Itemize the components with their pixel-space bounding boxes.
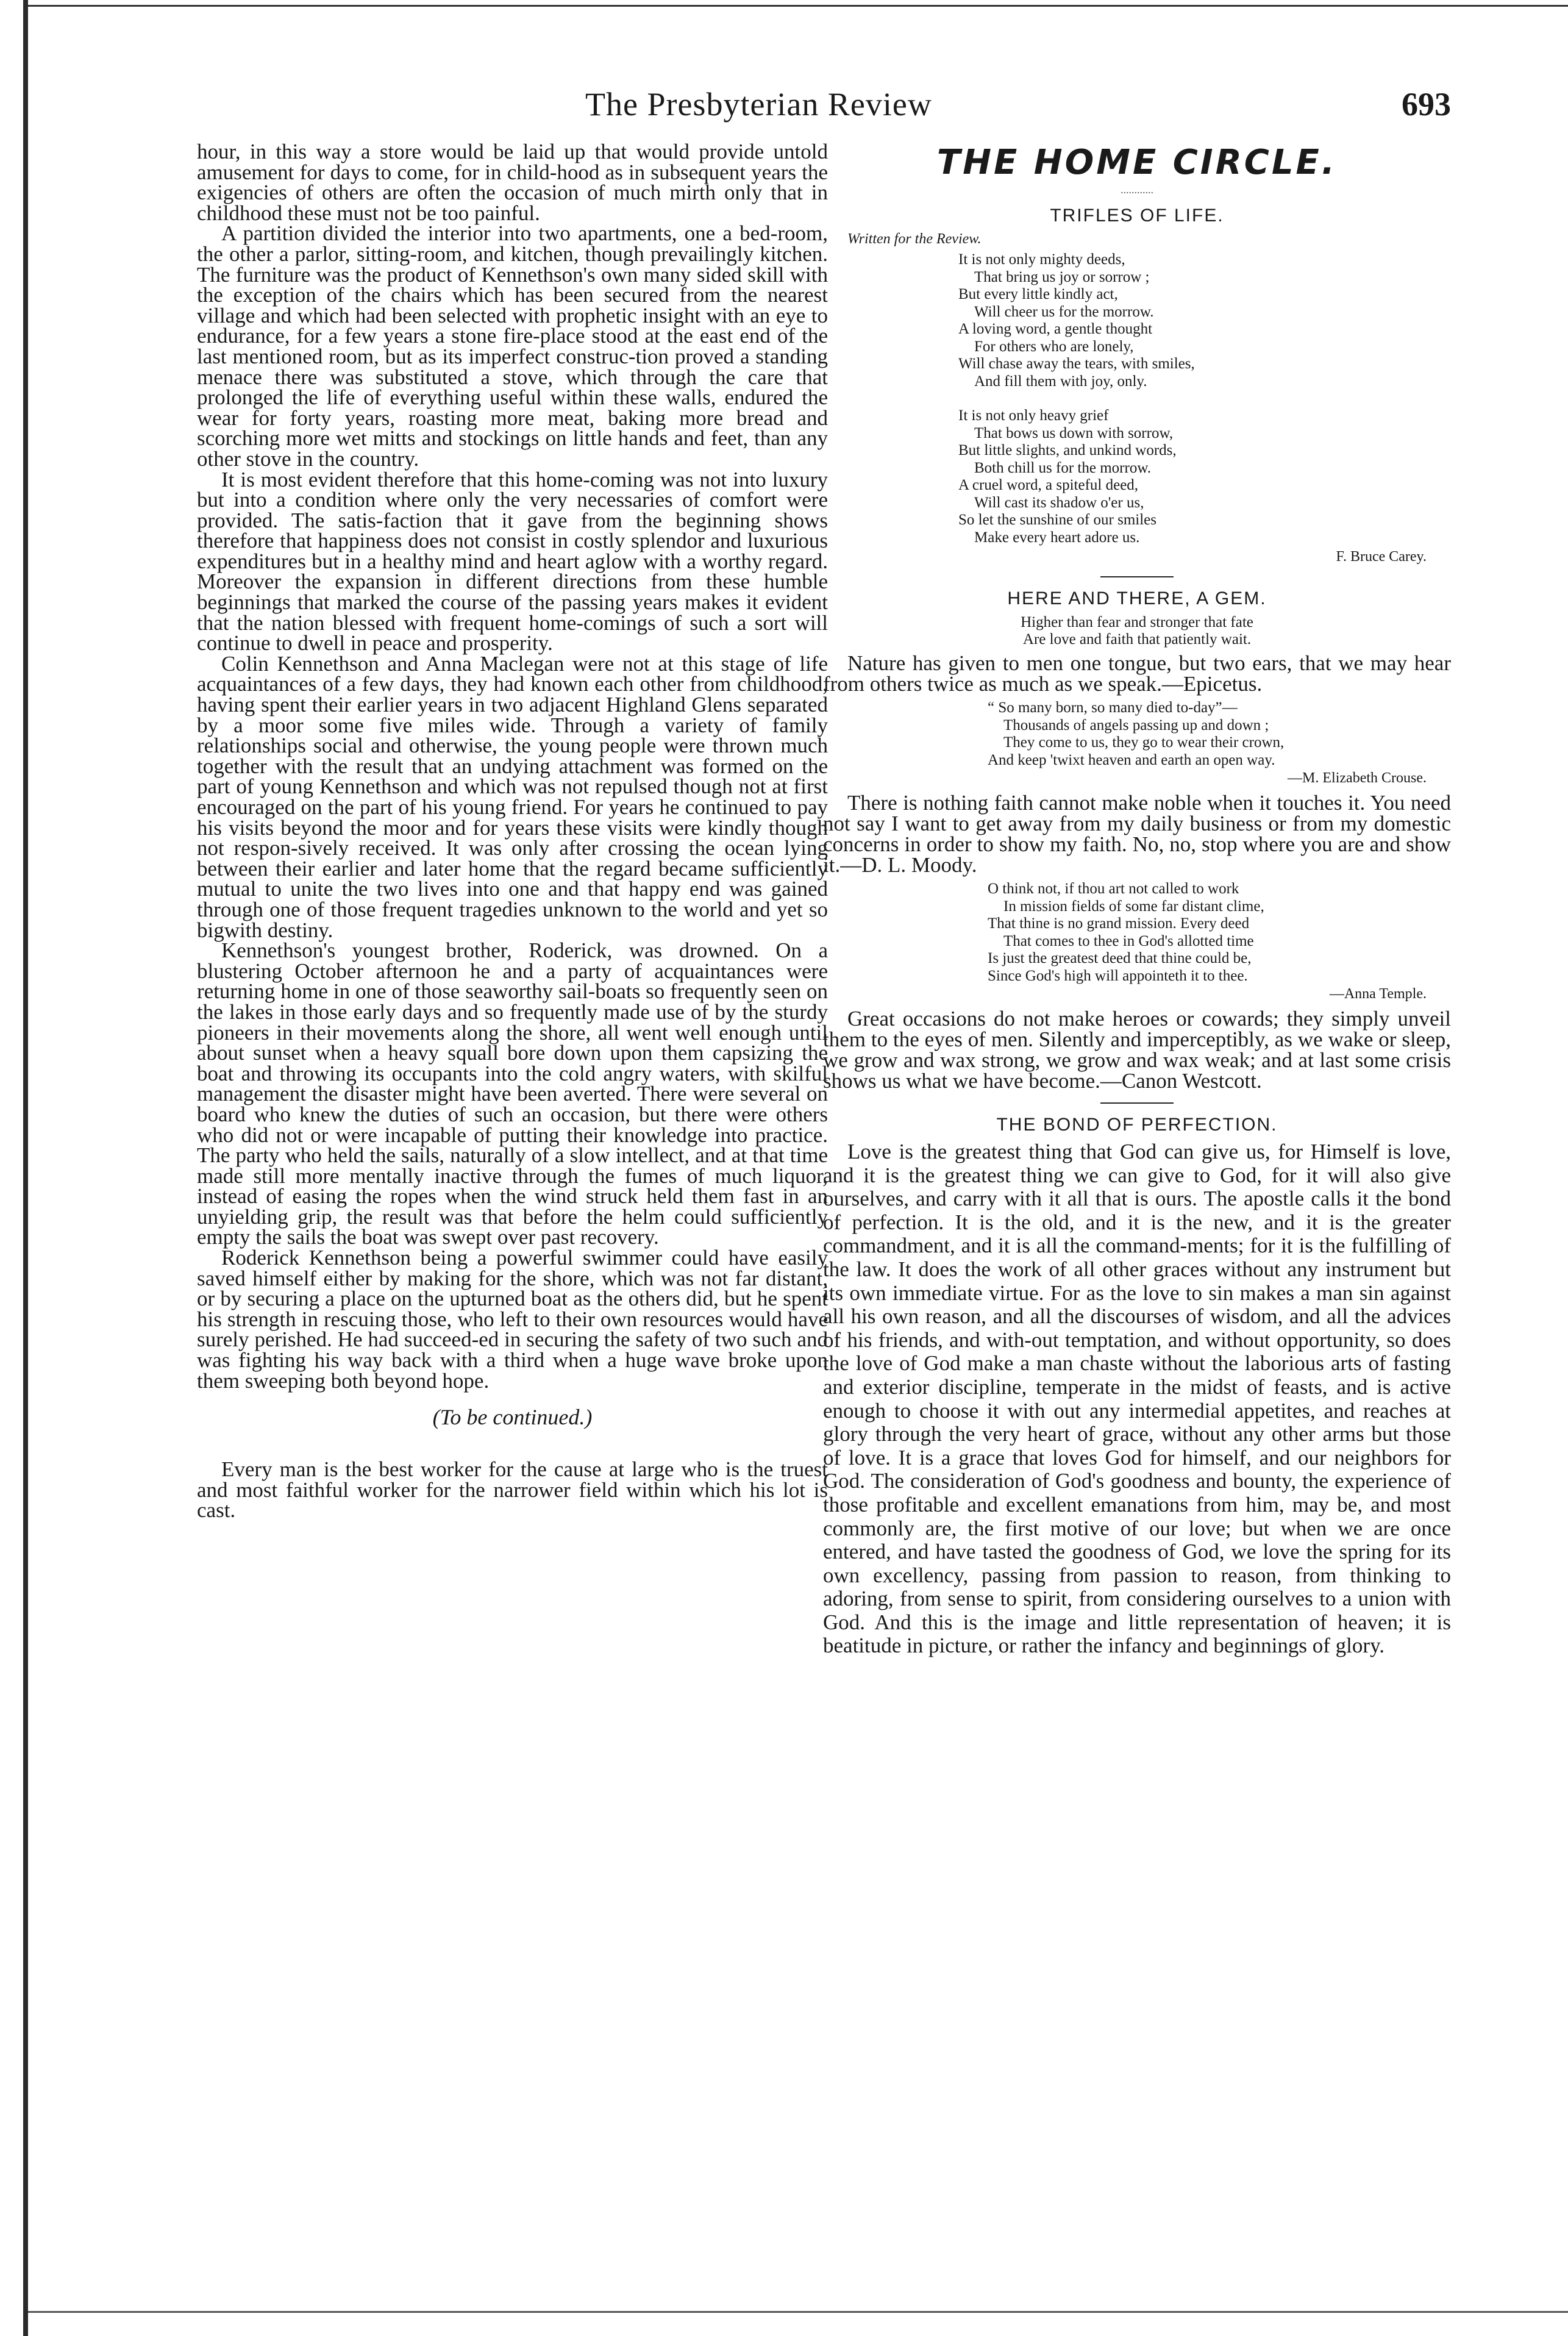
- poem-line: That bring us joy or sorrow ;: [974, 268, 1150, 285]
- epigraph-line: Higher than fear and stronger that fate: [1021, 614, 1253, 630]
- poem-line: Is just the greatest deed that thine could be,: [988, 950, 1252, 966]
- poem-line: Will chase away the tears, with smiles,: [958, 355, 1195, 372]
- poem-line: Will cheer us for the morrow.: [974, 303, 1154, 320]
- poem-line: So let the sunshine of our smiles: [958, 512, 1156, 528]
- paragraph: Colin Kennethson and Anna Maclegan were not at this stage of life acquaintances of a few days, they had known each other from childhood, having spent their earlier years in two adjacent Highland Glens separated by a moor some five miles wide. Through a variety of family relationships social and otherwise, the young people were thrown much together with the result that an undying attachment was formed on the part of young Kennethson and which was not repulsed though not at first encouraged on the part of his young friend. For years he continued to pay his visits beyond the moor and for years these visits were kindly though not respon-sively received. It was only after crossing the ocean lying between their earlier and later home that the regard became sufficiently mutual to unite the two lives into one and that happy end was gained through one of those frequent tragedies unknown to the world and yet so bigwith destiny.: [197, 651, 828, 942]
- to-be-continued: (To be continued.): [432, 1405, 593, 1430]
- bond-text: [823, 1140, 1451, 1658]
- bond-title: THE BOND OF PERFECTION.: [996, 1115, 1278, 1135]
- poem-line: It is not only mighty deeds,: [958, 251, 1125, 268]
- temple-author: —Anna Temple.: [1329, 986, 1427, 1002]
- here-there-title: HERE AND THERE, A GEM.: [1007, 588, 1267, 609]
- paragraph: hour, in this way a store would be laid up that would provide untold amusement for days to come, for in child-hood as in subsequent years the exigencies of others are often the occasion of much mirth only that in childhood these must not be too painful.: [197, 141, 828, 225]
- poem-line: A loving word, a gentle thought: [958, 321, 1153, 337]
- poem-line: Make every heart adore us.: [974, 529, 1140, 546]
- trifles-credit: Written for the Review.: [847, 231, 982, 247]
- right-column: [823, 141, 1451, 2276]
- paragraph: A partition divided the interior into two apartments, one a bed-room, the other a parlor, sitting-room, and kitchen, though prevailingly kitchen. The furniture was the product of Kennethson's own many sided skill with the exception of the chairs which has been secured from the nearest village and which had been selected with prophetic insight with an eye to endurance, for a few years a stone fire-place stood at the east end of the last mentioned room, but as its imperfect construc-tion proved a standing menace there was substituted a stove, which through the care that prolonged the life of everything useful within these walls, endured the wear for forty years, roasting more meat, baking more bread and scorching more wet mitts and stockings on little hands and feet, than any other stove in the country.: [197, 221, 828, 471]
- divider-rule: [1100, 1102, 1174, 1104]
- poem-line: That thine is no grand mission. Every deed: [988, 915, 1250, 932]
- epigraph-line: Are love and faith that patiently wait.: [1022, 631, 1252, 648]
- running-header: [585, 85, 1451, 128]
- journal-title: The Presbyterian Review: [585, 86, 932, 123]
- poem-line: A cruel word, a spiteful deed,: [958, 477, 1139, 493]
- trifles-stanza-2: [958, 407, 1451, 546]
- page-edge-top: [28, 5, 1568, 7]
- poem-line: And keep 'twixt heaven and earth an open way.: [988, 751, 1275, 768]
- crouse-author: —M. Elizabeth Crouse.: [1288, 770, 1427, 786]
- trifles-author: F. Bruce Carey.: [1336, 549, 1427, 565]
- poem-line: Since God's high will appointeth it to thee.: [988, 967, 1248, 984]
- poem-line: Thousands of angels passing up and down ;: [1003, 716, 1269, 734]
- poem-line: In mission fields of some far distant clime,: [1003, 898, 1264, 915]
- crouse-poem: [988, 699, 1451, 769]
- page-edge-left: [23, 0, 28, 2336]
- moody-quote: There is nothing faith cannot make noble when it touches it. You need not say I want to get away from my daily business or from my domestic concerns in order to show my faith. No, no, stop where you are and show it.—D. L. Moody.: [823, 791, 1451, 877]
- westcott-quote: Great occasions do not make heroes or cowards; they simply unveil them to the eyes of men. Silently and imperceptibly, as we wake or sleep, we grow and wax strong, we grow and wax weak; and at last some crisis shows us what we have become.—Canon Westcott.: [823, 1007, 1451, 1093]
- poem-line: They come to us, they go to wear their crown,: [1003, 734, 1285, 751]
- poem-line: “ So many born, so many died to-day”—: [988, 699, 1238, 716]
- poem-line: It is not only heavy grief: [958, 407, 1109, 424]
- paragraph: Roderick Kennethson being a powerful swimmer could have easily saved himself either by making for the shore, which was not far distant, or by securing a place on the upturned boat as the others did, but he spent his strength in rescuing those, who left to their own resources would have surely perished. He had succeed-ed in securing the safety of two such and was fighting his way back with a third when a huge wave broke upon them sweeping both beyond hope.: [197, 1246, 828, 1393]
- poem-line: For others who are lonely,: [974, 338, 1134, 355]
- section-title: THE HOME CIRCLE.: [936, 143, 1338, 182]
- paragraph: Kennethson's youngest brother, Roderick, was drowned. On a blustering October afternoon he and a party of acquaintances were returning home in one of those seaworthy sail-boats so frequently seen on the lakes in those early days and so frequently made use of by the sturdy pioneers in their movements along the shore, all went well enough until about sunset when a heavy squall bore down upon them capsizing the boat and throwing its occupants into the cold angry waters, with skilful management the disaster might have been averted. There were several on board who knew the duties of such an occasion, but there were others who did not or were incapable of putting their knowledge into practice. The party who held the sails, naturally of a slow intellect, and at that time made still more mentally inactive through the fumes of much liquor, instead of easing the ropes when the wind struck held them fast in an unyielding grip, the result was that before the helm could sufficiently empty the sails the boat was swept over past recovery.: [197, 938, 828, 1249]
- poem-line: And fill them with joy, only.: [974, 373, 1147, 390]
- paragraph: Love is the greatest thing that God can give us, for Himself is love, and it is the greatest thing we can give to God, for it will also give ourselves, and carry with it all that is ours. The apostle calls it the bond of perfection. It is the old, and it is the new, and it is the greater commandment, and it is all the command-ments; for it is the fulfilling of the law. It does the work of all other graces without any instrument but its own immediate virtue. For as the love to sin makes a man sin against all his own reason, and all the discourses of wisdom, and all the advices of his friends, and with-out temptation, and without opportunity, so does the love of God make a man chaste without the laborious arts of fasting and exterior discipline, temperate in the midst of feasts, and is active enough to choose it with out any intermedial appetites, and reaches at glory through the very heart of grace, without any other arms but those of love. It is a grace that loves God for himself, and our neighbors for God. The consideration of God's goodness and bounty, the experience of those profitable and excellent emanations from him, may be, and most commonly are, the first motive of our love; but when we are once entered, and have tasted the goodness of God, we love the spring for its own excellency, passing from passion to reason, from thinking to adoring, from sense to spirit, from considering ourselves to a union with God. And this is the image and little representation of heaven; it is beatitude in picture, or rather the infancy and beginnings of glory.: [823, 1140, 1451, 1658]
- poem-line: That bows us down with sorrow,: [974, 424, 1174, 441]
- poem-line: Both chill us for the morrow.: [974, 459, 1152, 476]
- paragraph: It is most evident therefore that this home-coming was not into luxury but into a condition where only the very necessaries of comfort were provided. The satis-faction that it gave from the beginning shows therefore that happiness does not consist in costly splendor and luxurious expenditures but in a healthy mind and heart aglow with a worthy regard. Moreover the expansion in different directions from these humble beginnings that marked the course of the passing years makes it evident that the nation blessed with frequent home-comings of such a sort will continue to dwell in peace and prosperity.: [197, 467, 828, 655]
- page-edge-bottom: [28, 2311, 1568, 2313]
- closing-paragraph: Every man is the best worker for the cause at large who is the truest and most faithful worker for the narrower field within which his lot is cast.: [197, 1457, 828, 1523]
- poem-line: Will cast its shadow o'er us,: [974, 494, 1144, 511]
- poem-line: O think not, if thou art not called to work: [988, 880, 1239, 897]
- temple-poem: [988, 880, 1451, 985]
- trifles-title: TRIFLES OF LIFE.: [1050, 205, 1224, 226]
- poem-line: But every little kindly act,: [958, 286, 1118, 302]
- section-dash: ............: [1121, 184, 1153, 196]
- epictetus-quote: Nature has given to men one tongue, but two ears, that we may hear from others twice as much as we speak.—Epicetus.: [823, 651, 1451, 696]
- poem-line: But little slights, and unkind words,: [958, 442, 1177, 459]
- divider-rule: [1100, 576, 1174, 577]
- trifles-stanza-1: [958, 251, 1451, 390]
- page-number: 693: [1402, 86, 1451, 123]
- poem-line: That comes to thee in God's allotted time: [1003, 932, 1254, 949]
- left-column: [197, 141, 828, 2276]
